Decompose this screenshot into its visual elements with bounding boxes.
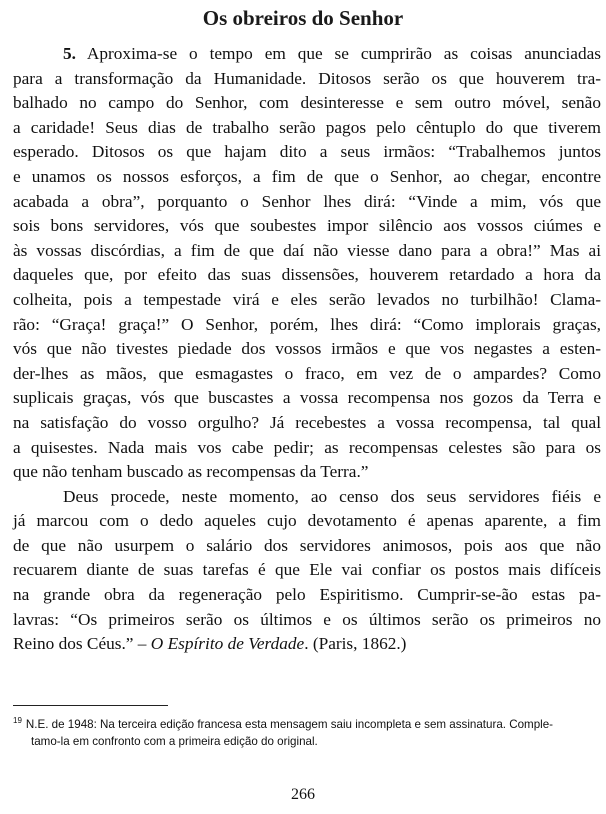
- text-line: na grande obra da regeneração pelo Espiritismo. Cumprir-se-ão estas pa-: [13, 585, 601, 605]
- text-line: recuarem diante de suas tarefas é que Ele vai confiar os postos mais difíceis: [13, 560, 601, 580]
- text-line: de que não usurpem o salário dos servidores animosos, pois aos que não: [13, 535, 601, 555]
- section-title: Os obreiros do Senhor: [202, 6, 404, 30]
- text-line: colheita, pois a tempestade virá e eles serão levados no turbilhão! Clama-: [13, 289, 601, 309]
- text-line: já marcou com o dedo aqueles cujo devotamento é apenas aparente, a fim: [13, 511, 601, 531]
- text-line: [13, 632, 601, 657]
- text-line: que não tenham buscado as recompensas da Terra.”: [13, 462, 369, 482]
- body-text: [13, 42, 601, 657]
- text-line-content: Aproxima-se o tempo em que se cumprirão as coisas anunciadas: [75, 44, 601, 63]
- text-line: balhado no campo do Senhor, com desinteresse e sem outro móvel, senão: [13, 93, 601, 113]
- closing-text: Reino dos Céus.” –: [13, 634, 151, 654]
- text-line: a quisestes. Nada mais vos cabe pedir; as recompensas celestes são para os: [13, 437, 601, 457]
- paragraph-1: [13, 42, 601, 485]
- text-line: na satisfação do vosso orgulho? Já recebestes a vossa recompensa, tal qual: [13, 412, 601, 432]
- text-line: suplicais graças, vós que buscastes a vossa recompensa nos gozos da Terra e: [13, 388, 601, 408]
- footnote: [13, 712, 601, 751]
- item-number: 5.: [63, 44, 76, 63]
- footnote-line: [13, 712, 601, 733]
- text-line: lavras: “Os primeiros serão os últimos e os últimos serão os primeiros no: [13, 609, 601, 629]
- footnote-divider: [13, 705, 168, 706]
- text-line: rão: “Graça! graça!” O Senhor, porém, lhes dirá: “Como implorais graças,: [13, 314, 601, 334]
- text-line: esperado. Ditosos os que hajam dito a seus irmãos: “Trabalhemos juntos: [13, 142, 601, 162]
- text-line: às vossas discórdias, a fim de que daí não viesse dano para a obra!” Mas ai: [13, 240, 601, 260]
- text-line: der-lhes as mãos, que esmagastes o fraco, em vez de o ampardes? Como: [13, 363, 601, 383]
- footnote-line: tamo-la em confronto com a primeira edição do original.: [31, 735, 318, 749]
- text-line: sois bons servidores, vós que soubestes impor silêncio aos vossos ciúmes e: [13, 216, 601, 236]
- footnote-text: N.E. de 1948: Na terceira edição francesa esta mensagem saiu incompleta e sem assinatura. Comple-: [25, 717, 554, 731]
- text-line: e unamos os nossos esforços, a fim de que o Senhor, ao chegar, encontre: [13, 166, 601, 186]
- text-line: Deus procede, neste momento, ao censo dos seus servidores fiéis e: [63, 486, 601, 506]
- text-line: a caridade! Seus dias de trabalho serão pagos pelo cêntuplo do que tiverem: [13, 117, 601, 137]
- signature: O Espírito de Verdade: [150, 634, 305, 654]
- text-line: vós que não tivestes piedade dos vossos irmãos e que vos negastes a esten-: [13, 339, 601, 359]
- footnote-number: 19: [13, 716, 22, 725]
- date-text: . (Paris, 1862.): [304, 634, 407, 654]
- text-line: daqueles que, por efeito das suas dissensões, houverem retardado a hora da: [13, 265, 601, 285]
- text-line: para a transformação da Humanidade. Ditosos serão os que houverem tra-: [13, 68, 601, 88]
- page-number: 266: [291, 786, 315, 803]
- text-line: acabada a obra”, porquanto o Senhor lhes dirá: “Vinde a mim, vós que: [13, 191, 601, 211]
- paragraph-2: [13, 485, 601, 657]
- text-line: [13, 42, 601, 67]
